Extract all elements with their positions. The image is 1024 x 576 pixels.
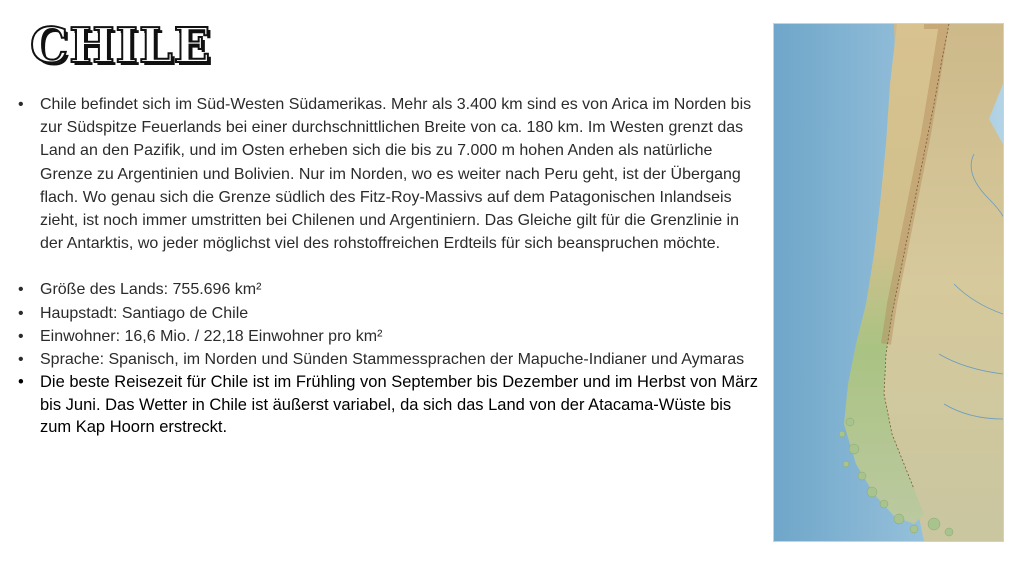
population-text: Einwohner: 16,6 Mio. / 22,18 Einwohner pro km²: [40, 327, 383, 345]
bullet-population: [14, 325, 759, 348]
description-text: Chile befindet sich im Süd-Westen Südamerikas. Mehr als 3.400 km sind es von Arica im Norden bis zur Südspitze Feuerlands bei einer durchschnittlichen Breite von ca. 180 km. Im Westen grenzt das Land an den Pazifik, und im Osten erheben sich die bis zu 7.000 m hohen Anden als natürliche Grenze zu Argentinien und Bolivien. Nur im Norden, wo es weiter nach Peru geht, ist der Übergang flach. Wo genau sich die Grenze südlich des Fitz-Roy-Massivs auf dem Patagonischen Inlandseis zieht, ist noch immer umstritten bei Chilenen und Argentiniern. Das Gleiche gilt für die Grenzlinie in der Antarktis, wo jeder möglichst viel des rohstoffreichen Erdteils für sich beanspruchen möchte.: [40, 96, 752, 253]
bullet-icon: •: [18, 327, 24, 345]
area-text: Größe des Lands: 755.696 km²: [40, 281, 262, 299]
bullet-travel: [14, 371, 759, 439]
bullet-icon: •: [18, 96, 24, 113]
content-area: [14, 93, 759, 439]
bullet-capital: [14, 302, 759, 325]
bullet-icon: •: [18, 281, 24, 299]
bullet-language: [14, 348, 759, 371]
bullet-icon: •: [18, 304, 24, 322]
bullet-list: [14, 93, 759, 439]
language-text: Sprache: Spanisch, im Norden und Sünden Stammessprachen der Mapuche-Indianer und Aymaras: [40, 351, 745, 369]
map-illustration: [774, 24, 1003, 541]
bullet-area: [14, 278, 759, 301]
chile-relief-map: [773, 23, 1004, 542]
slide-title: CHILE: [30, 18, 212, 74]
bullet-icon: •: [18, 351, 24, 369]
capital-text: Haupstadt: Santiago de Chile: [40, 304, 249, 322]
bullet-icon: •: [18, 373, 24, 392]
travel-text: Die beste Reisezeit für Chile ist im Frühling von September bis Dezember und im Herbst von März bis Juni. Das Wetter in Chile ist äußerst variabel, da sich das Land von der Atacama-Wüste bis zum Kap Hoorn erstreckt.: [40, 373, 759, 437]
bullet-description: [14, 93, 759, 255]
